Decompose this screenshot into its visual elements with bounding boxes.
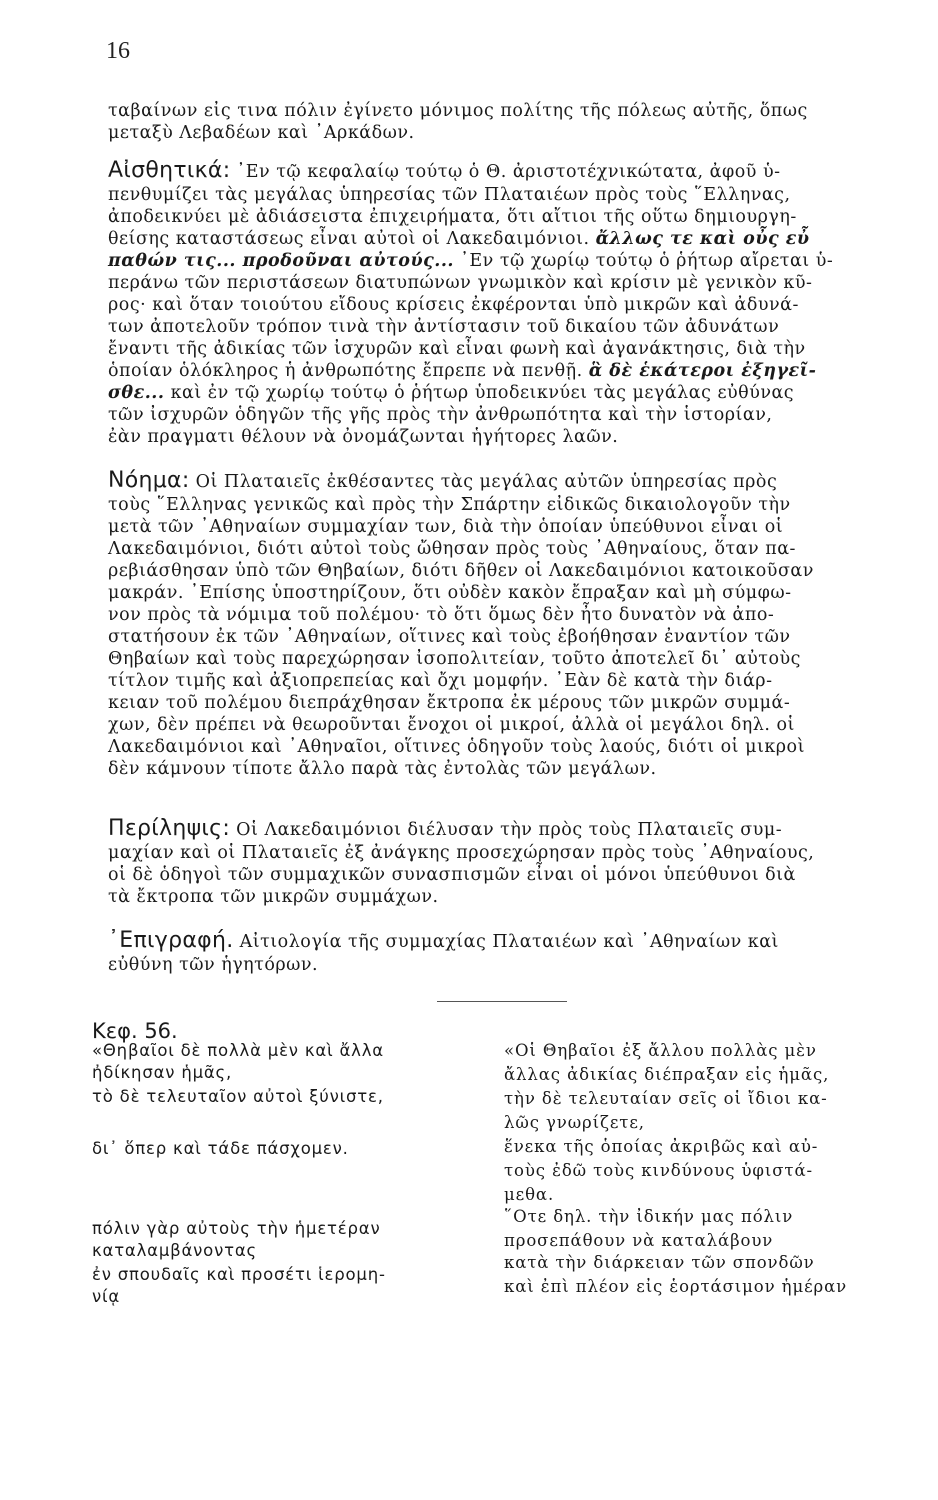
text-line: κατὰ τὴν διάρκειαν τῶν σπονδῶν	[504, 1253, 815, 1272]
text-line: ρος· καὶ ὅταν τοιούτου εἴδους κρίσεις ἐκφέρονται ὑπὸ μικρῶν καὶ ἀδυνά-	[108, 295, 799, 315]
text-line: «Οἱ Θηβαῖοι ἐξ ἄλλου πολλὰς μὲν	[504, 1041, 817, 1060]
text-line: τίτλον τιμῆς καὶ ἀξιοπρεπείας καὶ ὄχι μομφήν. ᾿Εὰν δὲ κατὰ τὴν διάρ-	[108, 671, 773, 691]
text-line: Λακεδαιμόνιοι, διότι αὐτοὶ τοὺς ὤθησαν πρὸς τοὺς ᾿Αθηναίους, ὅταν πα-	[108, 539, 796, 559]
page-number: 16	[106, 38, 130, 64]
text-line: ἔναντι τῆς ἀδικίας τῶν ἰσχυρῶν καὶ εἶναι φωνὴ καὶ ἀγανάκτησις, διὰ τὴν	[108, 339, 806, 359]
text-line: Θηβαίων καὶ τοὺς παρεχώρησαν ἰσοπολιτείαν, τοῦτο ἀποτελεῖ δι᾿ αὐτοὺς	[108, 649, 801, 669]
text-line: ᾿Εν τῷ κεφαλαίῳ τούτῳ ὁ Θ. ἀριστοτέχνικώτατα, ἀφοῦ ὑ-	[236, 162, 781, 182]
text-line: μεταξὺ Λεβαδέων καὶ ᾿Αρκάδων.	[108, 123, 415, 143]
text-line: των ἀποτελοῦν τρόπον τινὰ τὴν ἀντίστασιν τοῦ δικαίου τῶν ἀδυνάτων	[108, 317, 780, 337]
text-line: ἐν σπουδαῖς καὶ προσέτι ἱερομη-	[92, 1265, 386, 1284]
text-line: περάνω τῶν περιστάσεων διατυπώνων γνωμικὸν καὶ κρίσιν μὲ γενικὸν κῦ-	[108, 273, 813, 293]
text-line: μετὰ τῶν ᾿Αθηναίων συμμαχίαν των, διὰ τὴν ὁποίαν ὑπεύθυνοι εἶναι οἱ	[108, 517, 784, 537]
text-line: χων, δὲν πρέπει νὰ θεωροῦνται ἔνοχοι οἱ μικροί, ἀλλὰ οἱ μεγάλοι δηλ. οἱ	[108, 715, 795, 735]
chapter-title: Κεφ. 56.	[92, 1019, 178, 1043]
section-heading: Νόημα:	[108, 468, 190, 493]
text-line: μαχίαν καὶ οἱ Πλαταιεῖς ἐξ ἀνάγκης προσεχώρησαν πρὸς τοὺς ᾿Αθηναίους,	[108, 843, 815, 863]
text-line: τῶν ἰσχυρῶν ὁδηγῶν τῆς γῆς πρὸς τὴν ἀνθρωπότητα καὶ τὴν ἱστορίαν,	[108, 405, 773, 425]
text-line: εὐθύνη τῶν ἡγητόρων.	[108, 955, 319, 975]
text-line: καὶ ἐν τῷ χωρίῳ τούτῳ ὁ ῥήτωρ ὑποδεικνύει τὰς μεγάλας εὐθύνας	[170, 383, 795, 403]
text-line: «Θηβαῖοι δὲ πολλὰ μὲν καὶ ἄλλα	[92, 1041, 384, 1060]
quote-emphasis: ἄλλως τε καὶ οὖς εὖ	[595, 229, 810, 249]
text-line: μεθα.	[504, 1185, 555, 1204]
text-line: πενθυμίζει τὰς μεγάλας ὑπηρεσίας τῶν Πλαταιέων πρὸς τοὺς ῞Ελληνας,	[108, 185, 791, 205]
text-line: καταλαμβάνοντας	[92, 1241, 257, 1260]
text-line: τοὺς ῞Ελληνας γενικῶς καὶ πρὸς τὴν Σπάρτην εἰδικῶς δικαιολογοῦν τὴν	[108, 495, 791, 515]
text-line: ἐὰν πραγματι θέλουν νὰ ὀνομάζωνται ἡγήτορες λαῶν.	[108, 427, 619, 447]
text-line: δι᾿ ὅπερ καὶ τάδε πάσχομεν.	[92, 1139, 349, 1158]
section-heading: ᾿Επιγραφή.	[108, 928, 234, 953]
text-line: κειαν τοῦ πολέμου διεπράχθησαν ἔκτροπα ἐκ μέρους τῶν μικρῶν συμμά-	[108, 693, 791, 713]
section-heading: Περίληψις:	[108, 816, 231, 841]
text-line: Οἱ Πλαταιεῖς ἐκθέσαντες τὰς μεγάλας αὐτῶν ὑπηρεσίας πρὸς	[195, 472, 778, 492]
text-line: Αἰτιολογία τῆς συμμαχίας Πλαταιέων καὶ ᾿Αθηναίων καὶ	[239, 932, 779, 952]
section-heading: Αἰσθητικά:	[108, 158, 231, 183]
quote-emphasis: σθε...	[108, 383, 165, 403]
text-line: ἄλλας ἀδικίας διέπραξαν εἰς ἡμᾶς,	[504, 1065, 830, 1084]
text-line: ὁποίαν ὁλόκληρος ἡ ἀνθρωπότης ἔπρεπε νὰ πενθῇ.	[108, 361, 583, 381]
text-line: τοὺς ἐδῶ τοὺς κινδύνους ὑφιστά-	[504, 1161, 813, 1180]
quote-emphasis: παθών τις... προδοῦναι αὐτούς...	[108, 251, 455, 271]
text-line: στατήσουν ἐκ τῶν ᾿Αθηναίων, οἵτινες καὶ τοὺς ἐβοήθησαν ἐναντίον τῶν	[108, 627, 791, 647]
text-line: νίᾳ	[92, 1287, 121, 1306]
text-line: τὴν δὲ τελευταίαν σεῖς οἱ ἴδιοι κα-	[504, 1089, 828, 1108]
text-line: ἠδίκησαν ἡμᾶς,	[92, 1063, 233, 1082]
text-line: καὶ ἐπὶ πλέον εἰς ἑορτάσιμον ἡμέραν	[504, 1277, 848, 1296]
text-line: θείσης καταστάσεως εἶναι αὐτοὶ οἱ Λακεδαιμόνιοι.	[108, 229, 590, 249]
text-line: οἱ δὲ ὁδηγοὶ τῶν συμμαχικῶν συνασπισμῶν εἶναι οἱ μόνοι ὑπεύθυνοι διὰ	[108, 865, 796, 885]
text-line: ἕνεκα τῆς ὁποίας ἀκριβῶς καὶ αὐ-	[504, 1137, 819, 1156]
text-line: ἀποδεικνύει μὲ ἀδιάσειστα ἐπιχειρήματα, ὅτι αἴτιοι τῆς οὕτω δημιουργη-	[108, 207, 797, 227]
text-line: ρεβιάσθησαν ὑπὸ τῶν Θηβαίων, διότι δῆθεν οἱ Λακεδαιμόνιοι κατοικοῦσαν	[108, 561, 814, 581]
text-line: τὸ δὲ τελευταῖον αὐτοὶ ξύνιστε,	[92, 1087, 384, 1106]
text-line: πόλιν γὰρ αὐτοὺς τὴν ἡμετέραν	[92, 1219, 381, 1238]
quote-emphasis: ἃ δὲ ἑκάτεροι ἐξηγεῖ-	[588, 361, 817, 381]
text-line: Οἱ Λακεδαιμόνιοι διέλυσαν τὴν πρὸς τοὺς Πλαταιεῖς συμ-	[236, 820, 783, 840]
text-line: ῞Οτε δηλ. τὴν ἰδικήν μας πόλιν	[504, 1207, 794, 1226]
text-line: τὰ ἔκτροπα τῶν μικρῶν συμμάχων.	[108, 887, 439, 907]
text-line: ταβαίνων εἰς τινα πόλιν ἐγίνετο μόνιμος πολίτης τῆς πόλεως αὐτῆς, ὅπως	[108, 101, 808, 121]
text-line: ᾿Εν τῷ χωρίῳ τούτῳ ὁ ῥήτωρ αἴρεται ὑ-	[460, 251, 834, 271]
text-line: δὲν κάμνουν τίποτε ἄλλο παρὰ τὰς ἐντολὰς τῶν μεγάλων.	[108, 759, 657, 779]
text-line: μακράν. ᾿Επίσης ὑποστηρίζουν, ὅτι οὐδὲν κακὸν ἔπραξαν καὶ μὴ σύμφω-	[108, 583, 792, 603]
text-line: προσεπάθουν νὰ καταλάβουν	[504, 1231, 774, 1250]
text-line: νον πρὸς τὰ νόμιμα τοῦ πολέμου· τὸ ὅτι ὅμως δὲν ἦτο δυνατὸν νὰ ἀπο-	[108, 605, 775, 625]
text-line: Λακεδαιμόνιοι καὶ ᾿Αθηναῖοι, οἵτινες ὁδηγοῦν τοὺς λαούς, διότι οἱ μικροὶ	[108, 737, 805, 757]
section-divider	[437, 1001, 567, 1002]
text-line: λῶς γνωρίζετε,	[504, 1113, 645, 1132]
